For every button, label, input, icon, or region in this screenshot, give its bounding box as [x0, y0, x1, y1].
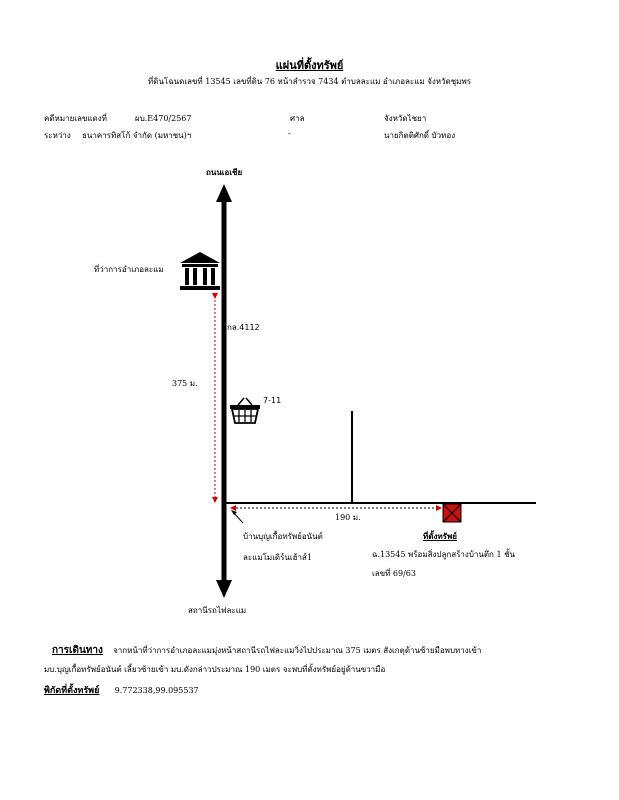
defendant: นายกิตติศักดิ์ บัวทอง: [384, 131, 456, 140]
road-south-label: สถานีรถไฟละแม: [188, 606, 247, 615]
vertical-distance-label: 375 ม.: [172, 379, 198, 388]
village-label-line2: ละแมโมเดิร์นเฮ้าส์1: [243, 553, 312, 562]
horizontal-distance-label: 190 ม.: [335, 513, 361, 522]
dim-arrow-right-icon: [436, 505, 442, 511]
court-name: จังหวัดไชยา: [384, 114, 427, 123]
property-desc-line2: เลขที่ 69/63: [372, 569, 416, 578]
basket-icon: [230, 398, 260, 423]
property-marker-icon: [443, 504, 461, 522]
coordinates-value: 9.772338,99.095537: [114, 686, 199, 695]
main-road: [216, 184, 232, 598]
case-number: ผบ.E470/2567: [135, 114, 192, 123]
plaintiff: ธนาคารทิสโก้ จำกัด (มหาชน)ฯ: [82, 131, 192, 140]
property-desc-line1: ฉ.13545 พร้อมสิ่งปลูกสร้างบ้านตึก 1 ชั้น: [372, 550, 515, 559]
store-label: 7-11: [263, 396, 282, 405]
page-title: แผ่นที่ตั้งทรัพย์: [275, 59, 344, 72]
coordinates-row: [44, 683, 199, 697]
directions-label: การเดินทาง: [52, 645, 103, 656]
page-subtitle: ที่ดินโฉนดเลขที่ 13545 เลขที่ดิน 76 หน้าสำรวจ 7434 ตำบลละแม อำเภอละแม จังหวัดชุมพร: [147, 77, 472, 86]
km-label: กล.4112: [227, 323, 260, 332]
directions-text-line2: มบ.บุญเกื้อทรัพย์อนันต์ เลี้ยวซ้ายเข้า มบ.ดังกล่าวประมาณ 190 เมตร จะพบที่ตั้งทรัพย์อยู่ด้านขวามือ: [44, 665, 386, 674]
building-icon: [180, 252, 220, 290]
court-label: ศาล: [290, 114, 305, 123]
road-north-label: ถนนเอเชีย: [206, 167, 243, 177]
dim-arrow-left-icon: [230, 505, 236, 511]
directions-text-line1: จากหน้าที่ว่าการอำเภอละแมมุ่งหน้าสถานีรถไฟละแมวิ่งไปประมาณ 375 เมตร สังเกตุด้านซ้ายมือพบทางเข้า: [113, 646, 482, 655]
north-arrow-icon: [216, 184, 232, 202]
between-label: ระหว่าง: [44, 131, 71, 140]
coordinates-label: พิกัดที่ตั้งทรัพย์: [44, 686, 100, 696]
case-label: คดีหมายเลขแดงที่: [44, 114, 107, 123]
south-arrow-icon: [216, 580, 232, 598]
village-label-line1: บ้านบุญเกื้อทรัพย์อนันต์: [243, 532, 323, 541]
directions-line1: [52, 643, 481, 658]
district-office-label: ที่ว่าการอำเภอละแม: [94, 265, 164, 274]
property-label: ที่ตั้งทรัพย์: [423, 531, 457, 541]
separator: -: [288, 129, 291, 138]
village-pointer-icon: [231, 510, 237, 515]
